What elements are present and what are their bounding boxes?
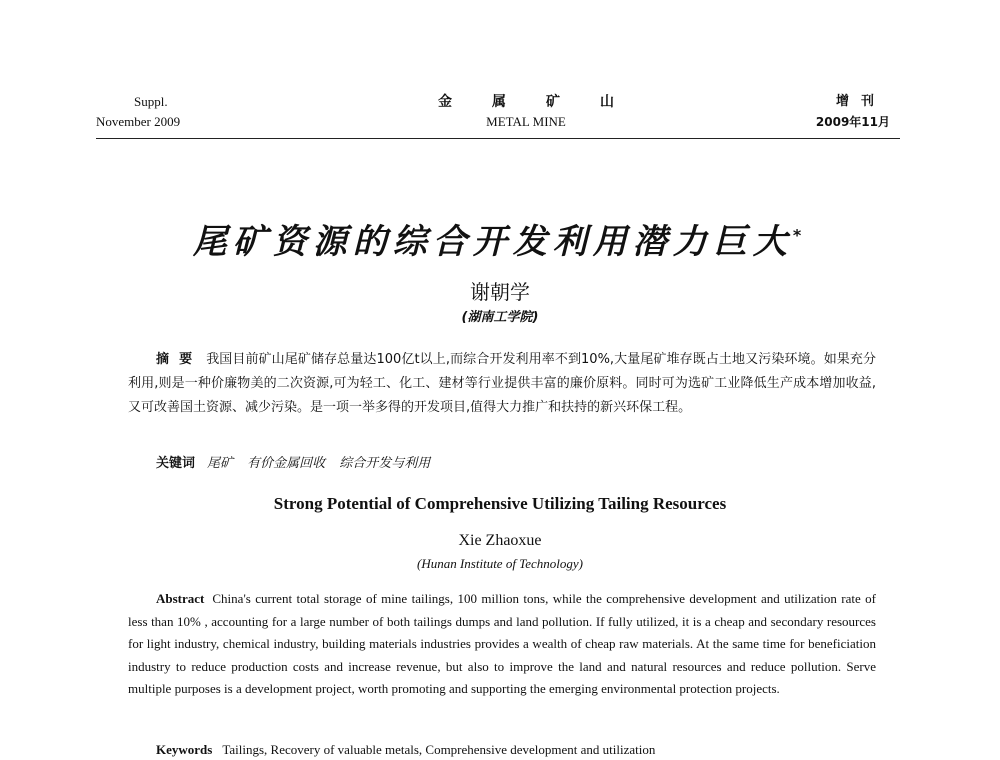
abstract-en: [128, 588, 876, 701]
affiliation-cn: (湖南工学院): [461, 310, 539, 325]
author-cn: 谢朝学: [470, 280, 530, 304]
journal-name-en: METAL MINE: [486, 114, 566, 129]
supplement-label: Suppl.: [134, 94, 168, 109]
running-header: [96, 92, 900, 140]
journal-name-cn: 金属矿山: [438, 94, 654, 110]
abstract-cn: [128, 348, 876, 420]
header-right: [730, 92, 890, 132]
keywords-en-values: Tailings, Recovery of valuable metals, Comprehensive development and utilization: [222, 742, 656, 757]
keywords-cn: [156, 454, 876, 474]
affiliation-en: (Hunan Institute of Technology): [417, 556, 583, 571]
header-left: [96, 92, 276, 132]
paper-title-cn-text: 尾矿资源的综合开发利用潜力巨大: [192, 222, 793, 262]
issue-date-cn: 2009年11月: [815, 115, 890, 129]
issue-date-en: November 2009: [96, 114, 181, 129]
header-center: [396, 92, 656, 132]
keywords-en-label: Keywords: [156, 742, 213, 757]
paper-title-cn: [0, 214, 1000, 263]
keywords-cn-label: 关键词: [156, 456, 196, 471]
footnote-mark: *: [792, 225, 808, 245]
keywords-en: [156, 740, 876, 760]
supplement-label-cn: 增刊: [835, 94, 886, 109]
abstract-cn-text: 我国目前矿山尾矿储存总量达100亿t以上,而综合开发利用率不到10%,大量尾矿堆存既占土地又污染环境。如果充分利用,则是一种价廉物美的二次资源,可为轻工、化工、建材等行业提供丰富的廉价原料。同时可为选矿工业降低生产成本增加收益,又可改善国土资源、减少污染。是一项一举多得的开发项目,值得大力推广和扶持的新兴环保工程。: [128, 352, 876, 415]
abstract-en-label: Abstract: [156, 591, 205, 606]
abstract-en-text: China's current total storage of mine tailings, 100 million tons, while the comprehensive development and utilization rate of less than 10% , accounting for a large number of both tailings dumps and land pollution. If fully utilized, it is a cheap and secondary resources for light industry, chemical industry, building materials industries provides a wealth of cheap raw materials. At the same time for beneficiation industry to reduce production costs and increase revenue, but also to improve the land and natural resources and reduce pollution. Serve multiple purposes is a development project, worth promoting and supporting the emerging environmental protection projects.: [128, 591, 876, 696]
paper-title-en: Strong Potential of Comprehensive Utilizing Tailing Resources: [273, 494, 727, 513]
abstract-cn-label: 摘要: [156, 352, 203, 367]
author-en: Xie Zhaoxue: [458, 532, 542, 549]
header-rule: [96, 138, 900, 139]
keywords-cn-values: 尾矿 有价金属回收 综合开发与利用: [207, 456, 431, 471]
